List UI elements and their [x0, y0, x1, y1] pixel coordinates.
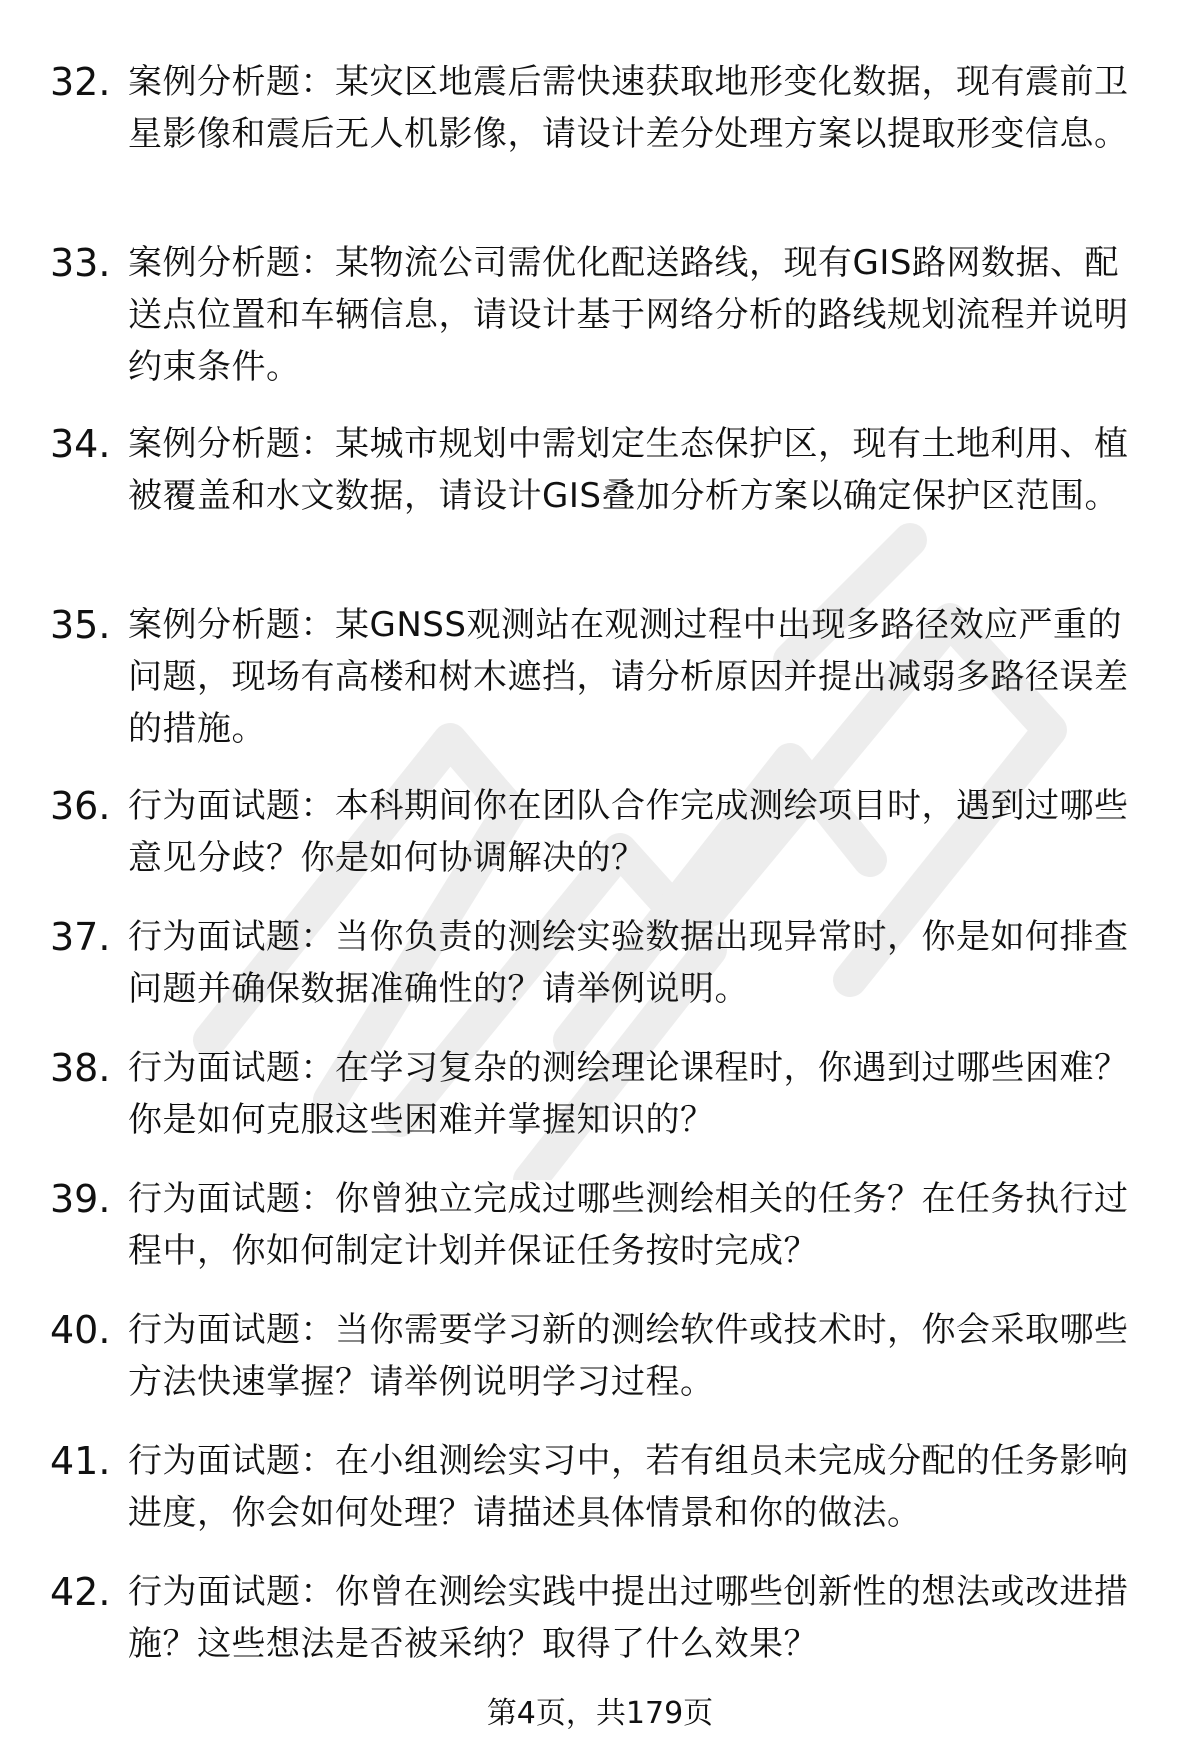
- question-item: [50, 1566, 1145, 1670]
- question-item: [50, 1042, 1145, 1146]
- question-number: 32.: [50, 60, 111, 104]
- question-number: 37.: [50, 915, 111, 959]
- question-text: 案例分析题：某灾区地震后需快速获取地形变化数据，现有震前卫星影像和震后无人机影像，请设计差分处理方案以提取形变信息。: [128, 62, 1129, 154]
- question-item: [50, 1173, 1145, 1277]
- question-text: 案例分析题：某GNSS观测站在观测过程中出现多路径效应严重的问题，现场有高楼和树木遮挡，请分析原因并提出减弱多路径误差的措施。: [128, 605, 1129, 749]
- question-item: [50, 1304, 1145, 1408]
- question-number: 33.: [50, 241, 111, 285]
- question-item: [50, 56, 1145, 160]
- question-item: [50, 780, 1145, 884]
- question-text: 行为面试题：本科期间你在团队合作完成测绘项目时，遇到过哪些意见分歧？你是如何协调解决的？: [128, 786, 1129, 878]
- question-text: 行为面试题：你曾在测绘实践中提出过哪些创新性的想法或改进措施？这些想法是否被采纳？取得了什么效果？: [128, 1572, 1129, 1664]
- question-item: [50, 1435, 1145, 1539]
- question-number: 38.: [50, 1046, 111, 1090]
- question-text: 行为面试题：在学习复杂的测绘理论课程时，你遇到过哪些困难？你是如何克服这些困难并掌握知识的？: [128, 1048, 1129, 1140]
- question-number: 41.: [50, 1439, 111, 1483]
- question-text: 案例分析题：某城市规划中需划定生态保护区，现有土地利用、植被覆盖和水文数据，请设计GIS叠加分析方案以确定保护区范围。: [128, 424, 1129, 516]
- question-item: [50, 418, 1145, 522]
- question-item: [50, 911, 1145, 1015]
- question-text: 案例分析题：某物流公司需优化配送路线，现有GIS路网数据、配送点位置和车辆信息，请设计基于网络分析的路线规划流程并说明约束条件。: [128, 243, 1129, 387]
- question-text: 行为面试题：当你负责的测绘实验数据出现异常时，你是如何排查问题并确保数据准确性的？请举例说明。: [128, 917, 1129, 1009]
- question-number: 42.: [50, 1570, 111, 1614]
- question-number: 36.: [50, 784, 111, 828]
- question-item: [50, 237, 1145, 393]
- question-text: 行为面试题：你曾独立完成过哪些测绘相关的任务？在任务执行过程中，你如何制定计划并保证任务按时完成？: [128, 1179, 1129, 1271]
- question-item: [50, 599, 1145, 755]
- question-text: 行为面试题：当你需要学习新的测绘软件或技术时，你会采取哪些方法快速掌握？请举例说明学习过程。: [128, 1310, 1129, 1402]
- page-number-footer: 第4页，共179页: [486, 1696, 714, 1731]
- question-text: 行为面试题：在小组测绘实习中，若有组员未完成分配的任务影响进度，你会如何处理？请描述具体情景和你的做法。: [128, 1441, 1129, 1533]
- question-number: 39.: [50, 1177, 111, 1221]
- question-number: 35.: [50, 603, 111, 647]
- question-number: 34.: [50, 422, 111, 466]
- question-number: 40.: [50, 1308, 111, 1352]
